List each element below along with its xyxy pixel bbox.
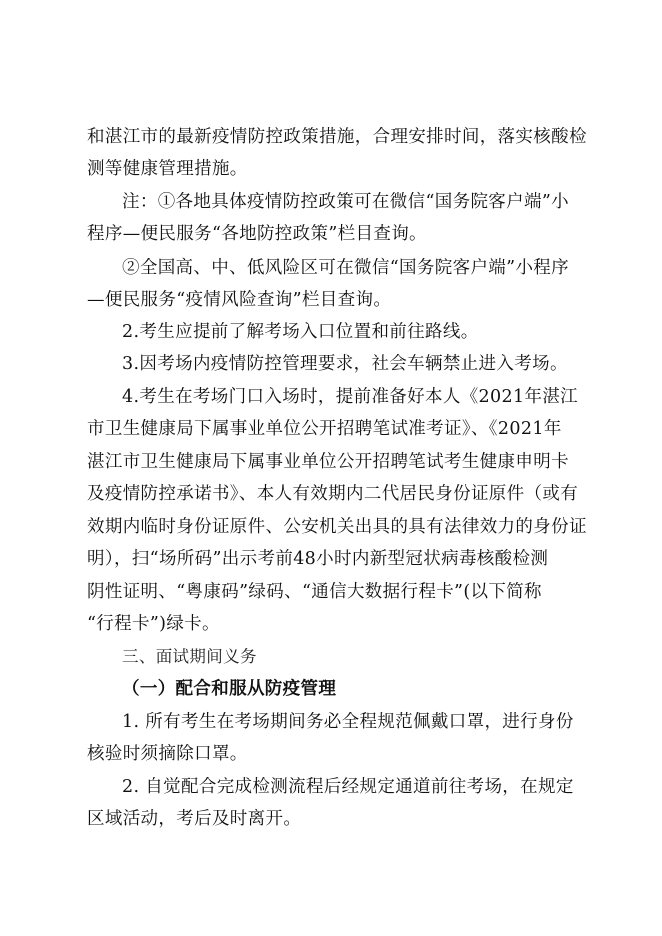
paragraph-line: 及疫情防控承诺书》、本人有效期内二代居民身份证原件（或有 — [87, 484, 579, 504]
paragraph-line: 测等健康管理措施。 — [87, 159, 248, 179]
list-item: 2. 自觉配合完成检测流程后经规定通道前往考场，在规定 — [122, 777, 574, 797]
subsection-heading: （一）配合和服从防疫管理 — [122, 679, 337, 699]
paragraph-line: 明），扫“场所码”出示考前48小时内新型冠状病毒核酸检测 — [87, 549, 549, 569]
note-line: ②全国高、中、低风险区可在微信“国务院客户端”小程序 — [122, 258, 569, 278]
paragraph-line: “行程卡”)绿卡。 — [87, 614, 220, 634]
list-item: 4.考生在考场门口入场时，提前准备好本人《2021年湛江 — [122, 387, 579, 407]
note-line: 程序—便民服务“各地防控政策”栏目查询。 — [87, 224, 427, 244]
note-line: 注：①各地具体疫情防控政策可在微信“国务院客户端”小 — [122, 192, 569, 212]
list-item: 2.考生应提前了解考场入口位置和前往路线。 — [122, 322, 479, 342]
list-item: 1. 所有考生在考场期间务必全程规范佩戴口罩，进行身份 — [122, 712, 574, 732]
note-line: —便民服务“疫情风险查询”栏目查询。 — [87, 290, 392, 310]
list-item: 3.因考场内疫情防控管理要求，社会车辆禁止进入考场。 — [122, 354, 568, 374]
paragraph-line: 效期内临时身份证原件、公安机关出具的具有法律效力的身份证 — [87, 517, 587, 537]
paragraph-line: 核验时须摘除口罩。 — [87, 744, 248, 764]
paragraph-line: 和湛江市的最新疫情防控政策措施，合理安排时间，落实核酸检 — [87, 127, 587, 147]
paragraph-line: 湛江市卫生健康局下属事业单位公开招聘笔试考生健康申明卡 — [87, 452, 569, 472]
section-heading: 三、面试期间义务 — [122, 647, 257, 666]
paragraph-line: 区域活动，考后及时离开。 — [87, 809, 302, 829]
paragraph-line: 阴性证明、“粤康码”绿码、“通信大数据行程卡”(以下简称 — [87, 582, 542, 602]
paragraph-line: 市卫生健康局下属事业单位公开招聘笔试准考证》、《2021年 — [87, 419, 562, 439]
